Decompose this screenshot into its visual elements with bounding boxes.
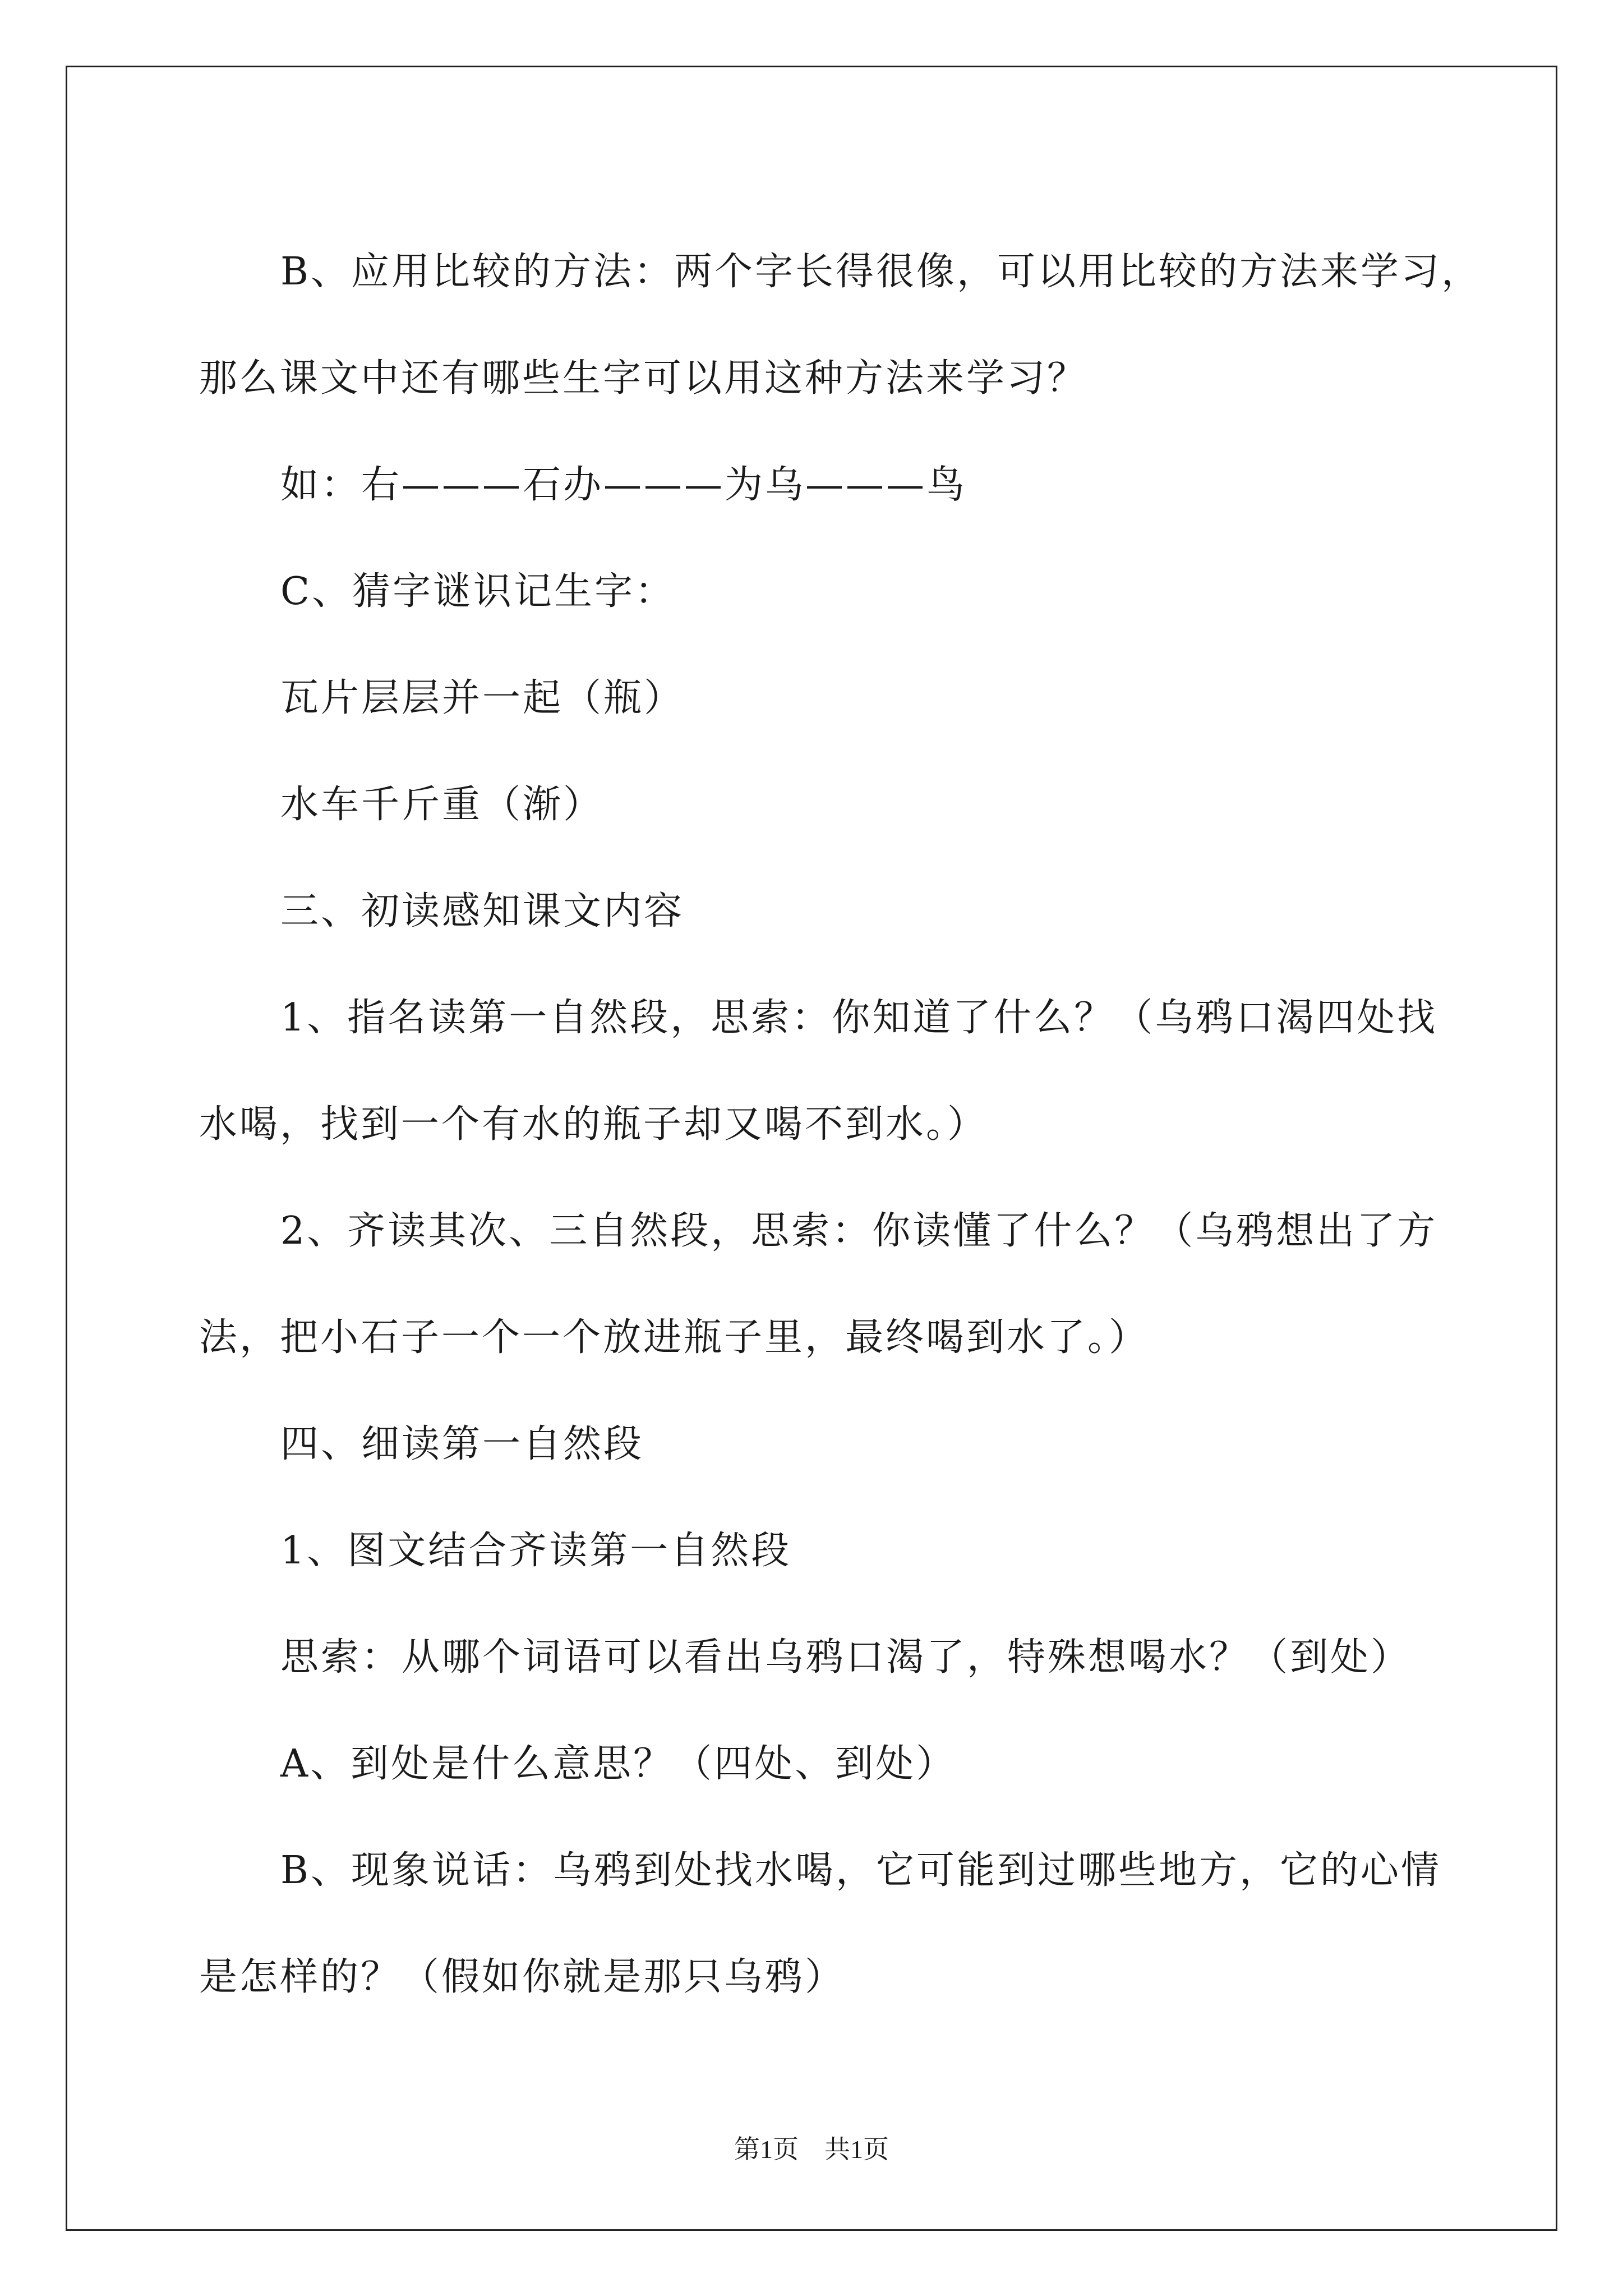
paragraph-line: 是怎样的？（假如你就是那只乌鸦）: [199, 1955, 846, 1999]
page-footer: [0, 2129, 1623, 2166]
paragraph-riddle-2: [199, 752, 1433, 858]
document-body: [199, 219, 1482, 2031]
paragraph-line: B、现象说话：乌鸦到处找水喝，它可能到过哪些地方，它的心情: [280, 1848, 1441, 1893]
paragraph-compare-method: [199, 219, 1482, 432]
paragraph-line: 1、指名读第一自然段，思索：你知道了什么？（乌鸦口渴四处找: [280, 996, 1438, 1040]
paragraph-line: A、到处是什么意思？（四处、到处）: [280, 1742, 957, 1786]
section-heading-4: [199, 1391, 1433, 1498]
paragraph-line: 四、细读第一自然段: [280, 1422, 644, 1466]
paragraph-line: 思索：从哪个词语可以看出乌鸦口渴了，特殊想喝水？（到处）: [280, 1635, 1412, 1680]
paragraph-line: 2、齐读其次、三自然段，思索：你读懂了什么？（乌鸦想出了方: [280, 1209, 1438, 1253]
paragraph-line: 1、图文结合齐读第一自然段: [280, 1529, 792, 1573]
paragraph-speaking: [199, 1818, 1441, 2031]
paragraph-riddle-heading: [199, 539, 1433, 645]
paragraph-reading-1: [199, 965, 1438, 1178]
paragraph-line: 水车千斤重（渐）: [280, 783, 604, 827]
paragraph-line: 那么课文中还有哪些生字可以用这种方法来学习？: [199, 356, 1088, 401]
paragraph-line: 水喝，找到一个有水的瓶子却又喝不到水。）: [199, 1102, 988, 1147]
paragraph-line: 法，把小石子一个一个放进瓶子里，最终喝到水了。）: [199, 1315, 1150, 1360]
paragraph-line: B、应用比较的方法：两个字长得很像，可以用比较的方法来学习，: [280, 250, 1482, 294]
paragraph-line: 三、初读感知课文内容: [280, 889, 685, 933]
paragraph-riddle-1: [199, 645, 1433, 752]
page-number: 第1页 共1页: [734, 2135, 889, 2164]
paragraph-line: C、猜字谜识记生字：: [280, 569, 676, 614]
paragraph-line: 瓦片层层并一起（瓶）: [280, 676, 685, 720]
paragraph-reading-2: [199, 1178, 1438, 1391]
paragraph-line: 如：右———石办———为乌———鸟: [280, 463, 967, 507]
paragraph-think: [199, 1604, 1433, 1711]
paragraph-meaning: [199, 1711, 1433, 1818]
paragraph-example: [199, 432, 1433, 539]
paragraph-image-text: [199, 1498, 1433, 1604]
section-heading-3: [199, 858, 1433, 965]
